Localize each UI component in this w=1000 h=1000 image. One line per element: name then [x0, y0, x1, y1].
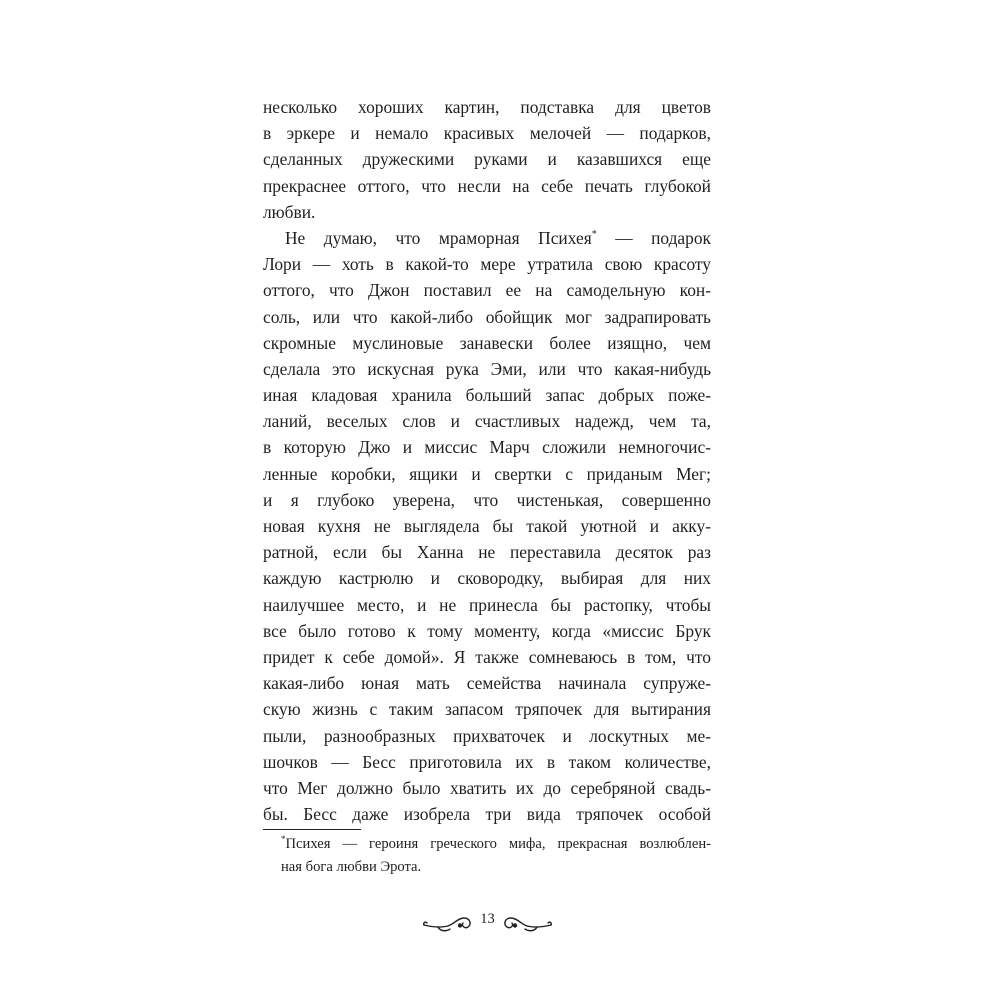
- page-number: 13: [480, 911, 495, 927]
- body-line: каждую кастрюлю и сковородку, выбирая для них: [263, 568, 711, 589]
- body-line: шочков — Бесс приготовила их в таком количестве,: [263, 751, 711, 772]
- body-line-with-footnote: [263, 225, 711, 251]
- body-line: в которую Джо и миссис Марч сложили немногочис-: [263, 437, 711, 458]
- body-line: скромные муслиновые занавески более изящно, чем: [263, 332, 711, 353]
- body-line: соль, или что какой-либо обойщик мог задрапировать: [263, 306, 711, 327]
- body-line: в эркере и немало красивых мелочей — подарков,: [263, 123, 711, 144]
- body-line: скую жизнь с таким запасом тряпочек для вытирания: [263, 699, 711, 720]
- body-line-tail: — подарок: [596, 227, 711, 248]
- footnote: [263, 833, 711, 878]
- body-line: придет к себе домой». Я также сомневаюсь в том, что: [263, 646, 711, 667]
- body-line: наилучшее место, и не принесла бы растопку, чтобы: [263, 594, 711, 615]
- body-line: ратной, если бы Ханна не переставила десяток раз: [263, 542, 711, 563]
- footnote-line: ная бога любви Эрота.: [281, 858, 422, 875]
- body-line: все было готово к тому моменту, когда «миссис Брук: [263, 620, 711, 641]
- body-line: новая кухня не выглядела бы такой уютной и акку-: [263, 516, 711, 536]
- body-text: [263, 94, 711, 827]
- body-line: прекраснее оттого, что несли на себе печать глубокой: [263, 175, 711, 196]
- body-line: какая-либо юная мать семейства начинала супруже-: [263, 673, 711, 694]
- body-line: бы. Бесс даже изобрела три вида тряпочек особой: [263, 804, 711, 825]
- footnote-reference[interactable]: *: [591, 228, 597, 240]
- body-line: сделала это искусная рука Эми, или что какая-нибудь: [263, 358, 711, 379]
- body-line: иная кладовая хранила больший запас добрых поже-: [263, 385, 711, 406]
- footnote-line: [263, 833, 711, 856]
- footnote-marker: *: [281, 834, 286, 844]
- body-line: любви.: [263, 201, 316, 222]
- footnote-divider: [263, 829, 361, 830]
- body-line: ланий, веселых слов и счастливых надежд, чем та,: [263, 411, 711, 432]
- body-line: Лори — хоть в какой-то мере утратила свою красоту: [263, 254, 711, 275]
- body-line-text: Не думаю, что мраморная Психея: [285, 227, 592, 248]
- body-line: пыли, разнообразных прихваточек и лоскутных ме-: [263, 725, 711, 746]
- body-line: оттого, что Джон поставил ее на самодельную кон-: [263, 280, 711, 301]
- body-line: что Мег должно было хватить их до серебряной свадь-: [263, 777, 711, 798]
- body-line: ленные коробки, ящики и свертки с приданым Мег;: [263, 463, 711, 484]
- page-folio: [420, 906, 555, 938]
- body-line: и я глубоко уверена, что чистенькая, совершенно: [263, 489, 711, 510]
- footnote-line-text: Психея — героиня греческого мифа, прекрасная возлюблен-: [285, 836, 711, 852]
- body-line: сделанных дружескими руками и казавшихся еще: [263, 149, 711, 170]
- body-line: несколько хороших картин, подставка для цветов: [263, 97, 711, 117]
